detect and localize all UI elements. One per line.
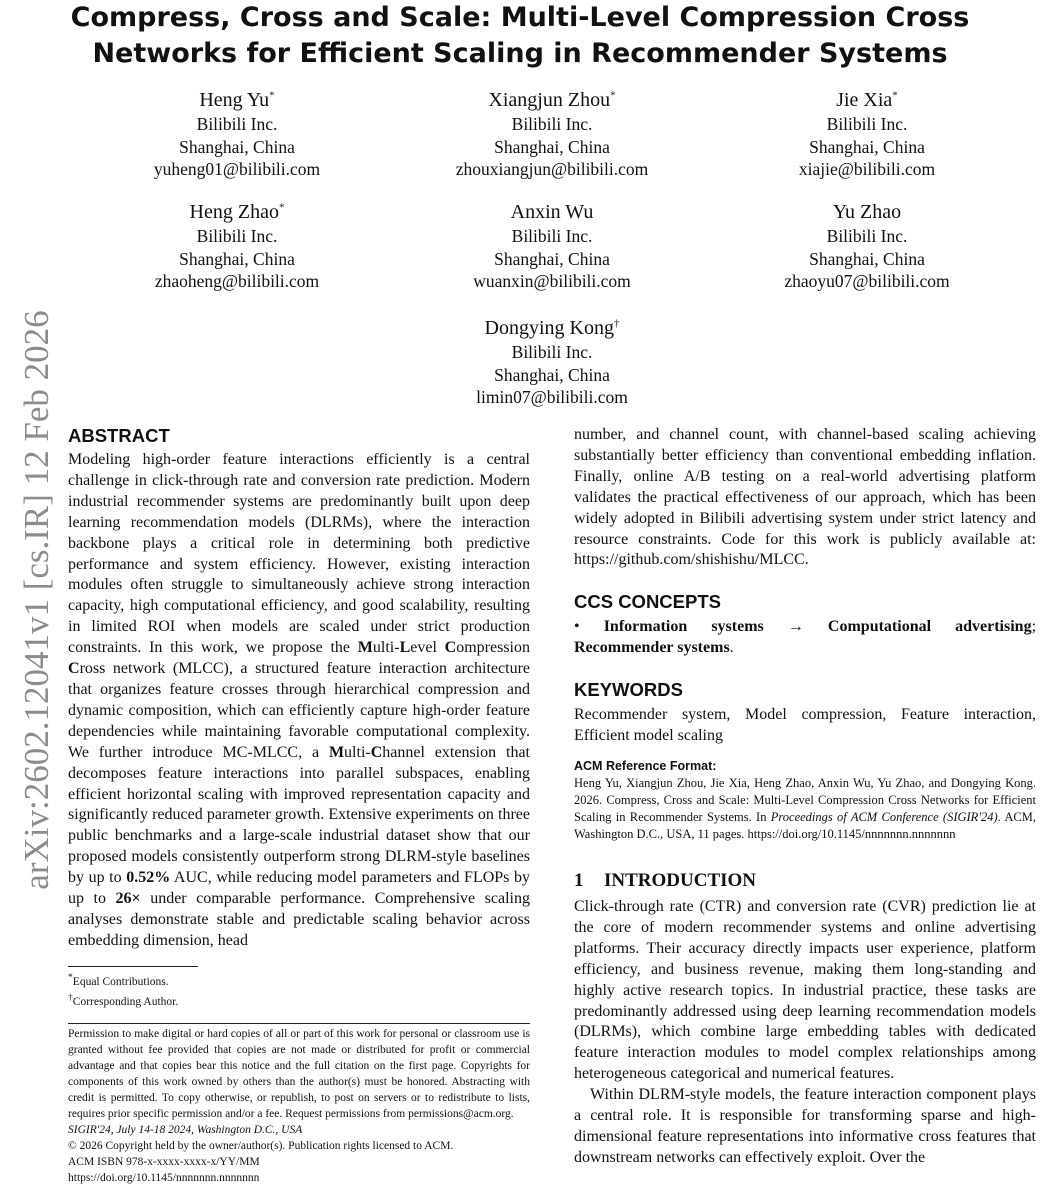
permission-block <box>68 1026 530 1186</box>
footnote-rule <box>68 966 198 967</box>
author-card <box>717 200 1017 293</box>
author-card <box>402 200 702 293</box>
flops-reduction: 26× <box>115 890 141 908</box>
author-name: Jie Xia* <box>836 89 898 111</box>
author-email: wuanxin@bilibili.com <box>473 271 631 291</box>
auc-gain: 0.52% <box>126 869 171 887</box>
author-name: Yu Zhao <box>832 201 902 223</box>
intro-paragraph: Within DLRM-style models, the feature interaction component plays a central role. It is responsible for transforming sparse and high-dimensional feature representations into informative cross features that downstream networks can effectively exploit. Over the <box>574 1086 1036 1166</box>
acm-reference-heading: ACM Reference Format: <box>574 758 717 773</box>
author-email: zhaoyu07@bilibili.com <box>784 271 950 291</box>
section-title: INTRODUCTION <box>604 869 757 891</box>
author-location: Shanghai, China <box>179 136 295 157</box>
author-affiliation: Bilibili Inc. <box>826 226 908 246</box>
right-column <box>574 425 1036 1169</box>
author-affiliation: Bilibili Inc. <box>511 226 593 246</box>
conference-info: SIGIR'24, July 14-18 2024, Washington D.C., USA <box>68 1124 303 1137</box>
author-email: zhouxiangjun@bilibili.com <box>455 159 649 179</box>
footnote-corresponding: †Corresponding Author. <box>68 991 179 1008</box>
author-email: xiajie@bilibili.com <box>798 159 936 179</box>
author-card <box>402 88 702 181</box>
author-affiliation: Bilibili Inc. <box>826 114 908 134</box>
ccs-heading: CCS CONCEPTS <box>574 591 721 613</box>
title-line-2: Networks for Efficient Scaling in Recommender Systems <box>92 38 948 69</box>
author-email: limin07@bilibili.com <box>476 387 628 407</box>
author-card <box>717 88 1017 181</box>
author-affiliation: Bilibili Inc. <box>196 226 278 246</box>
ccs-concepts: • Information systems → Computational advertising; Recommender systems. <box>574 618 1037 657</box>
acm-reference <box>574 758 1036 843</box>
permission-rule <box>68 1023 530 1024</box>
author-name: Xiangjun Zhou* <box>488 89 616 111</box>
author-email: yuheng01@bilibili.com <box>153 159 321 179</box>
abstract-body: Modeling high-order feature interactions efficiently is a central challenge in click-through rate and conversion rate prediction. Modern industrial recommender systems are predominantly built upon deep learning recommendation models (DLRMs), where the interaction backbone plays a critical role in determining both predictive performance and system efficiency. However, existing interaction modules often struggle to simultaneously achieve strong interaction capacity, high computational efficiency, and good scalability, resulting in limited ROI when models are scaled under strict production constraints. In this work, we propose the Multi-Level Compression Cross network (MLCC), a structured feature interaction architecture that organizes feature crosses through hierarchical compression and dynamic composition, which can efficiently capture high-order feature dependencies while maintaining favorable computational complexity. We further introduce MC-MLCC, a Multi-Channel extension that decomposes feature interactions into parallel subspaces, enabling efficient horizontal scaling with improved representation capacity and significantly reduced parameter growth. Extensive experiments on three public benchmarks and a large-scale industrial dataset show that our proposed models consistently outperform strong DLRM-style baselines by up to 0.52% AUC, while reducing model parameters and FLOPs by up to 26× under comparable performance. Comprehensive scaling analyses demonstrate stable and predictable scaling behavior across embedding dimension, head <box>68 451 530 949</box>
author-name: Anxin Wu <box>510 201 594 223</box>
footnote-equal: *Equal Contributions. <box>68 971 169 988</box>
paper-title <box>0 0 1042 72</box>
author-affiliation: Bilibili Inc. <box>196 114 278 134</box>
permission-text: Permission to make digital or hard copies of all or part of this work for personal or classroom use is granted without fee provided that copies are not made or distributed for profit or commercial advantage and that copies bear this notice and the full citation on the first page. Copyrights for components of this work owned by others than the author(s) must be honored. Abstracting with credit is permitted. To copy otherwise, or republish, to post on servers or to redistribute to lists, requires prior specific permission and/or a fee. Request permissions from permissions@acm.org. <box>68 1028 530 1121</box>
arxiv-stamp: arXiv:2602.12041v1 [cs.IR] 12 Feb 2026 <box>17 310 56 890</box>
author-affiliation: Bilibili Inc. <box>511 114 593 134</box>
copyright-line: © 2026 Copyright held by the owner/author(s). Publication rights licensed to ACM. <box>68 1140 454 1153</box>
abstract-heading: ABSTRACT <box>68 425 170 446</box>
author-card <box>87 88 387 181</box>
intro-heading <box>574 869 1036 893</box>
left-column <box>68 424 530 1186</box>
keywords-heading: KEYWORDS <box>574 679 683 701</box>
intro-paragraph: Click-through rate (CTR) and conversion rate (CVR) prediction lie at the core of modern recommender systems and online advertising platforms. Their accuracy directly impacts user experience, platform efficiency, and business revenue, making them long-standing and highly active research topics. In industrial practice, these tasks are predominantly addressed using deep learning recommendation models (DLRMs), which combine large embedding tables with dedicated feature interaction modules to model complex relationships among heterogeneous categorical and numerical features. <box>574 897 1036 1083</box>
author-affiliation: Bilibili Inc. <box>511 342 593 362</box>
author-location: Shanghai, China <box>179 248 295 269</box>
author-card <box>87 200 387 293</box>
isbn-line: ACM ISBN 978-x-xxxx-xxxx-x/YY/MM <box>68 1156 260 1169</box>
author-location: Shanghai, China <box>809 248 925 269</box>
author-email: zhaoheng@bilibili.com <box>154 271 320 291</box>
author-location: Shanghai, China <box>809 136 925 157</box>
keywords-text: Recommender system, Model compression, Feature interaction, Efficient model scaling <box>574 706 1036 745</box>
title-line-1: Compress, Cross and Scale: Multi-Level Compression Cross <box>70 2 970 33</box>
author-name: Heng Zhao* <box>189 201 285 223</box>
author-location: Shanghai, China <box>494 136 610 157</box>
acm-reference-text: Heng Yu, Xiangjun Zhou, Jie Xia, Heng Zhao, Anxin Wu, Yu Zhao, and Dongying Kong. 2026. Compress, Cross and Scale: Multi-Level Compression Cross Networks for Efficient Scaling in Recommender Systems. In Proceedings of ACM Conference (SIGIR'24). ACM, Washington D.C., USA, 11 pages. https://doi.org/10.1145/nnnnnnn.nnnnnnn <box>574 775 1036 841</box>
author-location: Shanghai, China <box>494 248 610 269</box>
author-name: Dongying Kong† <box>484 317 620 339</box>
abstract-continued: number, and channel count, with channel-based scaling achieving substantially better efficiency than conventional embedding inflation. Finally, online A/B testing on a real-world advertising platform validates the practical effectiveness of our approach, which has been widely adopted in Bilibili advertising system under strict latency and resource constraints. Code for this work is publicly available at: https://github.com/shishishu/MLCC. <box>574 426 1036 569</box>
footnotes <box>68 970 530 1010</box>
section-number: 1 <box>574 869 584 891</box>
author-location: Shanghai, China <box>494 364 610 385</box>
author-card <box>402 316 702 409</box>
author-name: Heng Yu* <box>199 89 275 111</box>
doi-link[interactable]: https://doi.org/10.1145/nnnnnnn.nnnnnnn <box>68 1172 260 1185</box>
